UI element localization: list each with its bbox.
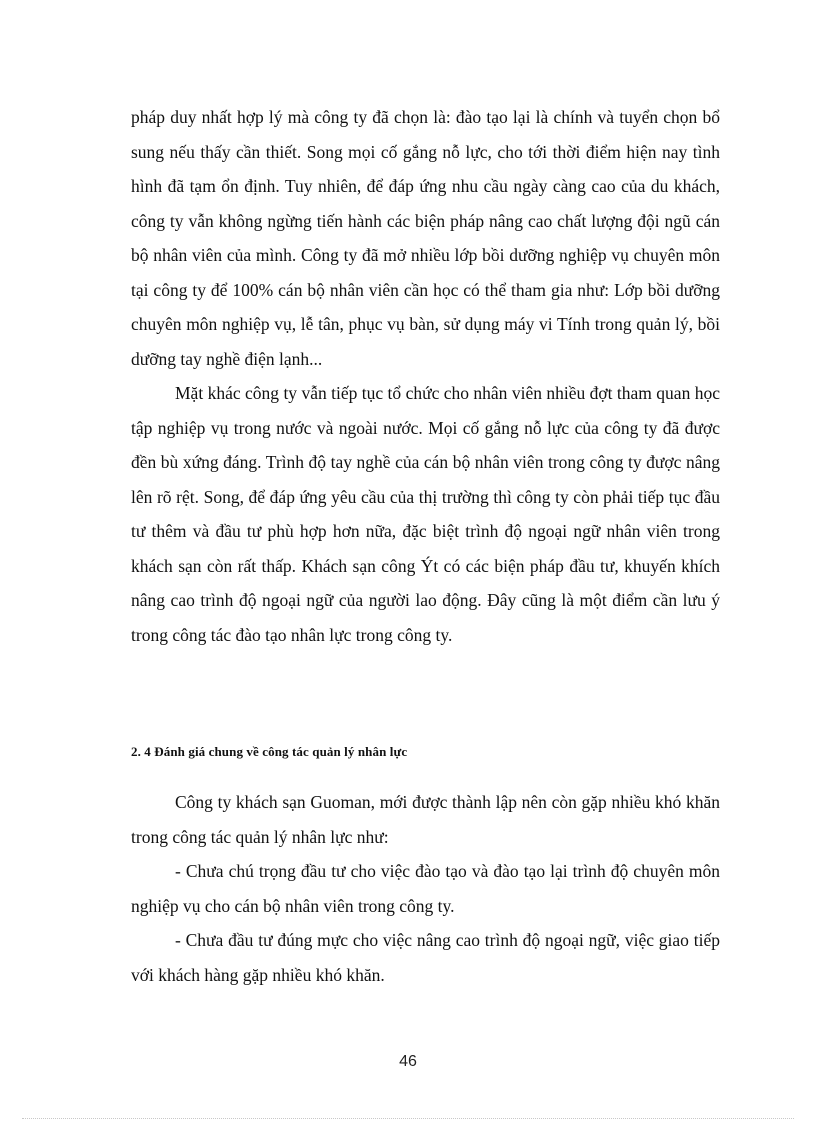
paragraph-continuation: pháp duy nhất hợp lý mà công ty đã chọn là: đào tạo lại là chính và tuyển chọn bổ sung nếu thấy cần thiết. Song mọi cố gắng nỗ lực, cho tới thời điểm hiện nay tình hình đã tạm ổn định. Tuy nhiên, để đáp ứng nhu cầu ngày càng cao của du khách, công ty vẫn không ngừng tiến hành các biện pháp nâng cao chất lượng đội ngũ cán bộ nhân viên của mình. Công ty đã mở nhiều lớp bồi dưỡng nghiệp vụ chuyên môn tại công ty để 100% cán bộ nhân viên cần học có thể tham gia như: Lớp bồi dưỡng chuyên môn nghiệp vụ, lễ tân, phục vụ bàn, sử dụng máy vi Tính trong quản lý, bồi dưỡng tay nghề điện lạnh...: [131, 107, 720, 369]
body-text-bottom: [131, 785, 720, 992]
bullet-training: - Chưa chú trọng đầu tư cho việc đào tạo và đào tạo lại trình độ chuyên môn nghiệp vụ cho cán bộ nhân viên trong công ty.: [131, 861, 720, 916]
bullet-language: - Chưa đầu tư đúng mực cho việc nâng cao trình độ ngoại ngữ, việc giao tiếp với khách hàng gặp nhiều khó khăn.: [131, 930, 720, 985]
paragraph-training-trips: Mặt khác công ty vẫn tiếp tục tổ chức cho nhân viên nhiều đợt tham quan học tập nghiệp vụ trong nước và ngoài nước. Mọi cố gắng nỗ lực của công ty đã được đền bù xứng đáng. Trình độ tay nghề của cán bộ nhân viên trong công ty được nâng lên rõ rệt. Song, để đáp ứng yêu cầu của thị trường thì công ty còn phải tiếp tục đầu tư thêm và đầu tư phù hợp hơn nữa, đặc biệt trình độ ngoại ngữ nhân viên trong khách sạn còn rất thấp. Khách sạn công Ýt có các biện pháp đầu tư, khuyến khích nâng cao trình độ ngoại ngữ của người lao động. Đây cũng là một điểm cần lưu ý trong công tác đào tạo nhân lực trong công ty.: [131, 383, 720, 645]
page-bottom-border: [22, 1118, 794, 1119]
page-number: 46: [399, 1053, 417, 1070]
body-text-top: [131, 100, 720, 652]
paragraph-intro: Công ty khách sạn Guoman, mới được thành lập nên còn gặp nhiều khó khăn trong công tác quản lý nhân lực như:: [131, 792, 720, 847]
section-heading: 2. 4 Đánh giá chung về công tác quản lý nhân lực: [131, 744, 408, 759]
